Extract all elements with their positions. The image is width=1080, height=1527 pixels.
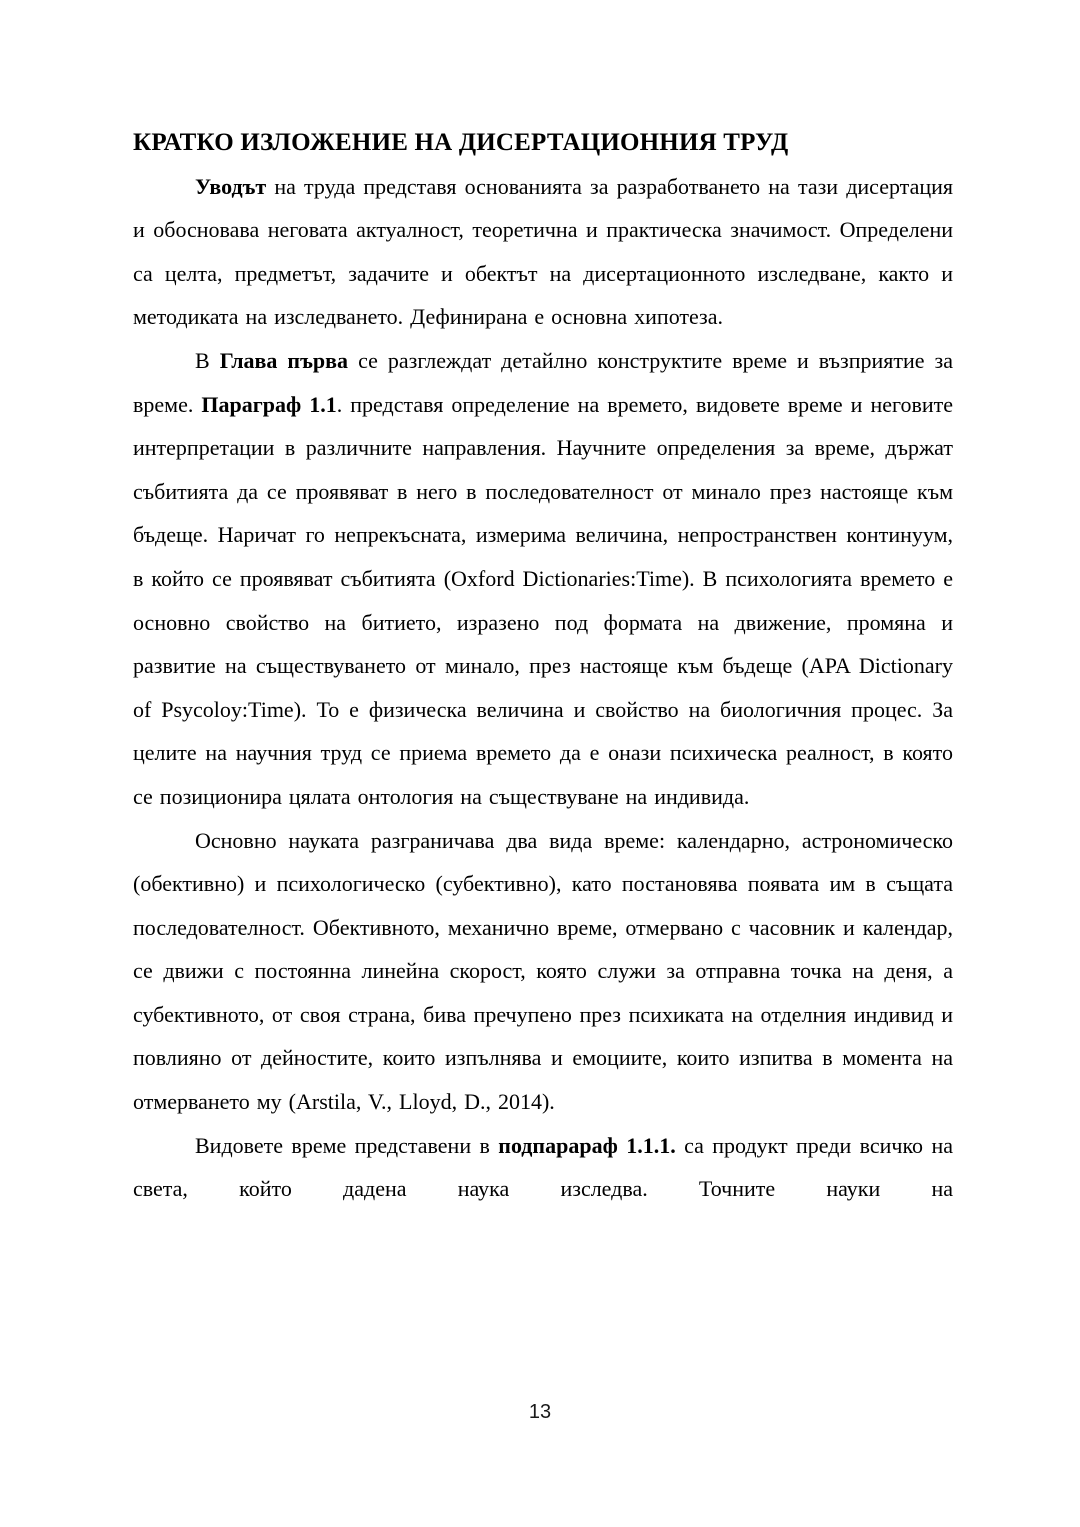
text-run: се разглеждат детайлно конструктите време и възприятие за време. [133, 347, 953, 417]
page-number: 13 [528, 1401, 552, 1423]
paragraph-types-of-time [133, 1124, 953, 1211]
page-title: КРАТКО ИЗЛОЖЕНИЕ НА ДИСЕРТАЦИОННИЯ ТРУД [133, 129, 789, 156]
document-body [133, 121, 953, 1211]
text-run: са продукт преди всичко на света, който дадена наука изследва. Точните науки на [133, 1132, 953, 1202]
text-run: Видовете време представени в [195, 1132, 499, 1158]
paragraph-intro [133, 165, 953, 339]
text-run-bold: подпарараф 1.1.1. [498, 1132, 676, 1158]
text-run-bold: Уводът [195, 173, 267, 199]
text-run: на труда представя основанията за разработването на тази дисертация и обосновава неговата актуалност, теоретична и практическа значимост. Определени са целта, предметът, задачите и обектът на дисертационното изследване, както и методиката на изследването. Дефинирана е основна хипотеза. [133, 173, 953, 330]
text-run-bold: Параграф 1.1 [201, 391, 337, 417]
text-run: Основно науката разграничава два вида време: календарно, астрономическо (обективно) и психологическо (субективно), като постановява появата им в същата последователност. Обективното, механично време, отмервано с часовник и календар, се движи с постоянна линейна скорост, която служи за отправна точка на деня, а субективното, от своя страна, бива пречупено през психиката на отделния индивид и повлияно от дейностите, които изпълнява и емоциите, които изпитва в момента на отмерването му (Arstila, V., Lloyd, D., 2014). [133, 827, 953, 1115]
text-run-bold: Глава първа [219, 347, 349, 373]
text-run: В [195, 347, 220, 373]
paragraph-chapter-one [133, 339, 953, 819]
paragraph-two-kinds-of-time [133, 819, 953, 1124]
text-run: . представя определение на времето, видовете време и неговите интерпретации в различните направления. Научните определения за време, държат събитията да се проявяват в него в последователност от минало през настояще към бъдеще. Наричат го непрекъсната, измерима величина, непространствен континуум, в който се проявяват събитията (Oxford Dictionaries:Time). В психологията времето е основно свойство на битието, изразено под формата на движение, промяна и развитие на съществуването от минало, през настояще към бъдеще (APA Dictionary of Psycoloy:Time). То е физическа величина и свойство на биологичния процес. За целите на научния труд се приема времето да е онази психическа реалност, в която се позиционира цялата онтология на съществуване на индивида. [133, 391, 954, 809]
